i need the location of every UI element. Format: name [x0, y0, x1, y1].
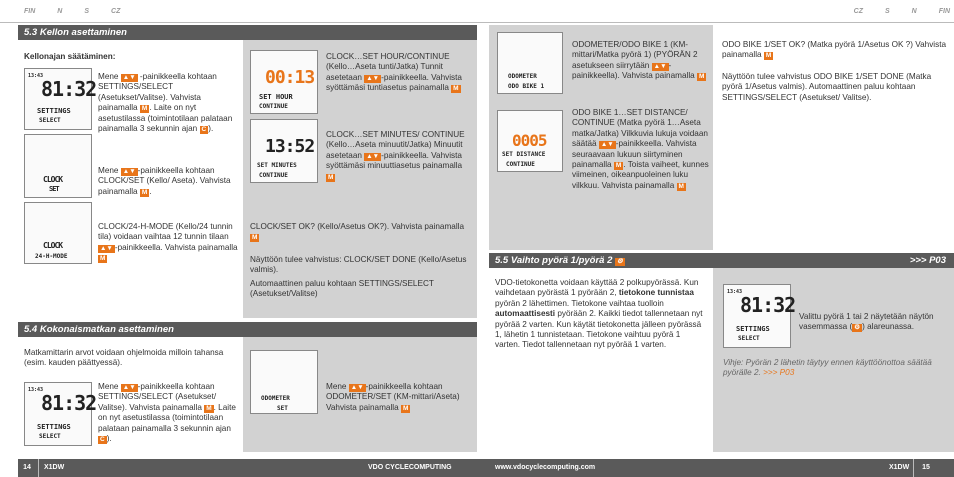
instruction: CLOCK/SET OK? (Kello/Asetus OK?). Vahvista painamalla M — [250, 222, 465, 242]
side-text: Valittu pyörä 1 tai 2 näytetään näytön vasemmassa ( ⚙ ) alareunassa. — [799, 312, 934, 332]
hint-ref[interactable]: >>> P03 — [763, 368, 795, 378]
instruction: CLOCK/24-H-MODE (Kello/24 tunnin tila) voidaan vaihtaa 12 tunnin tilaan ▲▼ -painikkeella. Vahvista painamalla M — [98, 222, 238, 263]
intro: Matkamittarin arvot voidaan ohjelmoida milloin tahansa (esim. kauden päättyessä). — [24, 348, 224, 368]
section-title: 5.4 Kokonaismatkan asettaminen — [18, 322, 477, 337]
lcd-display: CLOCK SET — [24, 134, 92, 198]
lang-tab: N — [57, 8, 63, 15]
lcd-display: 13:43 81:32 SETTINGS SELECT — [723, 284, 791, 348]
instruction: Mene ▲▼ -painikkeella kohtaan SETTINGS/SELECT (Asetukset/Valitse). Vahvista painamalla M . Laite on nyt asetustilassa (toimintotilaan palataan painamalla 3 sekunnin ajan C ). — [98, 72, 233, 134]
lang-tab: N — [911, 8, 917, 15]
lang-tab: S — [84, 8, 90, 15]
instruction: CLOCK…SET MINUTES/ CONTINUE (Kello…Aseta minuutit/Jatka) Minuutit asetetaan ▲▼ -painikkeella. Vahvista syöttämäsi minuuttiasetus painamalla M — [326, 130, 465, 181]
footer-right: www.vdocyclecomputing.com X1DW 15 — [477, 459, 954, 477]
instruction: Näyttöön tulee vahvistus ODO BIKE 1/SET DONE (Matka pyörä 1/Asetus valmis). Automaattinen paluu kohtaan SETTINGS/SELECT (Asetukset/ Valitse). — [722, 72, 932, 102]
lcd-display: CLOCK 24-H-MODE — [24, 202, 92, 264]
lcd-display: 13:52 SET MINUTES CONTINUE — [250, 119, 318, 183]
lcd-display: ODOMETER SET — [250, 350, 318, 414]
lang-tabs-right — [834, 8, 954, 22]
instruction: ODOMETER/ODO BIKE 1 (KM-mittari/Matka pyörä 1) (PYÖRÄN 2 asetukseen siirrytään ▲▼ -painikkeella). Vahvista painamalla M — [572, 40, 705, 81]
lcd-display: ODOMETER ODO BIKE 1 — [497, 32, 563, 94]
instruction: Mene ▲▼ -painikkeella kohtaan CLOCK/SET (Kello/ Aseta). Vahvista painamalla M . — [98, 166, 231, 196]
right-page — [477, 0, 954, 477]
section-title: 5.5 Vaihto pyörä 1/pyörä 2 ⚙ >>> P03 — [489, 253, 954, 268]
lcd-display: 13:43 81:32 SETTINGS SELECT — [24, 68, 92, 130]
lang-tab: S — [884, 8, 890, 15]
instruction: ODO BIKE 1…SET DISTANCE/ CONTINUE (Matka pyörä 1…Aseta matka/Jatka) Vilkkuvia lukuja voidaan säätää ▲▼ -painikkeella. Vahvista seuraavaan lukuun siirtyminen painamalla M . Toista vaiheet, kunnes viimeinen, oikeanpuoleinen luku vilkkuu. Vahvista painamalla M — [572, 108, 709, 190]
lcd-display: 0005 SET DISTANCE CONTINUE — [497, 110, 563, 172]
lang-tab: FIN — [24, 8, 36, 15]
subtitle: Kellonajan säätäminen: — [24, 52, 116, 61]
instruction: Mene ▲▼ -painikkeella kohtaan ODOMETER/SET (KM-mittari/Aseta) Vahvista painamalla M — [326, 382, 460, 412]
hint: Vihje: Pyörän 2 lähetin täytyy ennen käyttöönottoa säätää pyörälle 2. >>> P03 — [723, 358, 932, 378]
lang-tab: FIN — [938, 8, 950, 15]
instruction: Mene ▲▼ -painikkeella kohtaan SETTINGS/SELECT (Asetukset/ Valitse). Vahvista painamalla M . Laite on nyt asetustilassa (toimintotilaan palataan painamalla 3 sekunnin ajan C ). — [98, 382, 236, 444]
body-text: VDO-tietokonetta voidaan käyttää 2 polkupyörässä. Kun vaihdetaan pyörästä 1 pyörään 2, tietokone tunnistaa pyörän 2 lähettimen. Tietokone vaihtaa tuolloin automaattisesti pyörään 2. Kaikki tiedot tallennetaan nyt pyörää 2 varten. Kun käytät tietokonetta jälleen pyörässä 1, lähetin 1 tunnistetaan. Tietokone vaihtuu pyörä 1 varten. Tiedot tallennetaan nyt pyörää 1 varten. — [495, 278, 703, 350]
instruction: CLOCK…SET HOUR/CONTINUE (Kello…Aseta tunti/Jatka) Tunnit asetetaan ▲▼ -painikkeella. Vahvista syöttämäsi tuntiasetus painamalla M — [326, 52, 462, 93]
instruction: ODO BIKE 1/SET OK? (Matka pyörä 1/Asetus OK ?) Vahvista painamalla M — [722, 40, 947, 60]
page-ref[interactable]: >>> P03 — [909, 255, 946, 266]
section-title: 5.3 Kellon asettaminen — [18, 25, 477, 40]
instruction: Näyttöön tulee vahvistus: CLOCK/SET DONE (Kello/Asetus valmis). — [250, 255, 467, 275]
bike-icon: ⚙ — [617, 258, 623, 265]
lang-tab: CZ — [853, 8, 863, 15]
lang-tab: CZ — [111, 8, 121, 15]
lcd-display: 00:13 SET HOUR CONTINUE — [250, 50, 318, 114]
instruction: Automaattinen paluu kohtaan SETTINGS/SELECT (Asetukset/Valitse) — [250, 279, 434, 299]
lang-tabs-left — [24, 8, 142, 22]
footer-left: 14 X1DW VDO CYCLECOMPUTING — [18, 459, 477, 477]
lcd-display: 13:43 81:32 SETTINGS SELECT — [24, 382, 92, 446]
